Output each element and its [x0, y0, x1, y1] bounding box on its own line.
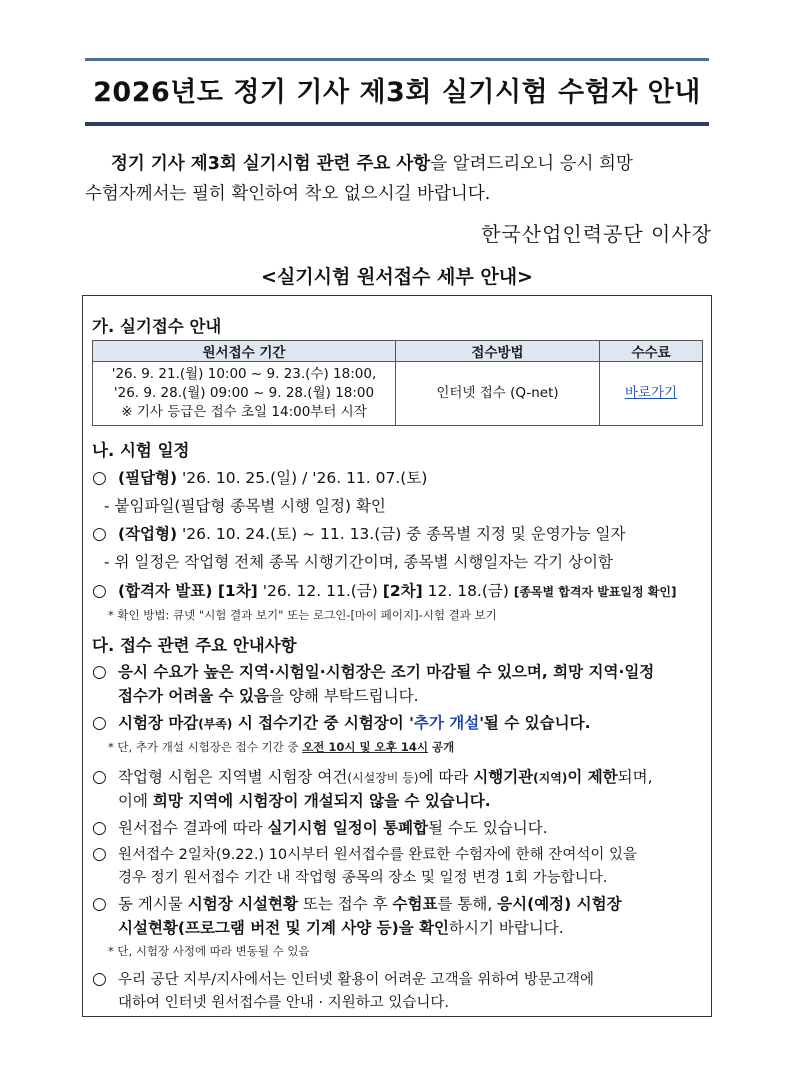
circle-bullet-icon: ○ [92, 581, 107, 601]
notice-7-a: 우리 공단 지부/지사에서는 인터넷 활용이 어려운 고객을 위하여 방문고객에 [118, 972, 594, 988]
top-rule [85, 58, 709, 61]
signer: 한국산업인력공단 이사장 [481, 222, 712, 246]
circle-bullet-icon: ○ [92, 713, 107, 733]
notice-6-line-2 [118, 916, 564, 938]
col-period: 원서접수 기간 [93, 341, 396, 362]
notice-3-c: 에 따라 [418, 768, 474, 786]
notice-3-g: 되며, [617, 768, 653, 786]
notice-6-h: 하시기 바랍니다. [449, 919, 564, 937]
announce-date-1: '26. 12. 11.(금) [257, 582, 383, 600]
intro-rest: 을 알려드리오니 응시 희망 [430, 154, 633, 174]
announce-label-2: [2차] [382, 582, 423, 600]
method-cell: 인터넷 접수 (Q-net) [396, 362, 600, 426]
notice-6-note: * 단, 시험장 사정에 따라 변동될 수 있음 [108, 944, 310, 958]
notice-6-f: 응시(예정) 시험장 [497, 895, 622, 913]
notice-6-d: 수험표 [392, 895, 438, 913]
notice-2 [92, 711, 590, 733]
notice-6-e: 를 통해, [437, 895, 498, 913]
notice-2-d: 추가 개설 [413, 714, 480, 732]
notice-2-c: 시 접수기간 중 시험장이 ' [232, 714, 414, 732]
notice-3-a: 작업형 시험은 지역별 시험장 여건 [118, 768, 348, 786]
intro-bold: 정기 기사 제3회 실기시험 관련 주요 사항 [111, 154, 431, 174]
fee-cell [600, 362, 703, 426]
notice-2-b: (부족) [198, 717, 233, 731]
notice-2-note-b: 오전 10시 및 오후 14시 [302, 740, 428, 754]
col-fee: 수수료 [600, 341, 703, 362]
document-title: 2026년도 정기 기사 제3회 실기시험 수험자 안내 [93, 77, 701, 108]
notice-2-a: 시험장 마감 [118, 714, 199, 732]
notice-3-i: 희망 지역에 시험장이 개설되지 않을 수 있습니다. [152, 792, 491, 810]
result-check-note: * 확인 방법: 큐넷 "시험 결과 보기" 또는 로그인-[마이 페이지]-시험 결과 보기 [108, 608, 497, 622]
notice-7-line-2: 대하여 인터넷 원서접수를 안내 · 지원하고 있습니다. [118, 995, 450, 1011]
circle-bullet-icon: ○ [92, 818, 107, 838]
period-line-2: '26. 9. 28.(월) 09:00 ~ 9. 28.(월) 18:00 [113, 385, 375, 401]
notice-6-c: 또는 접수 후 [297, 895, 393, 913]
shortcut-link[interactable]: 바로가기 [624, 385, 678, 401]
application-table [92, 340, 703, 426]
practical-note: - 위 일정은 작업형 전체 종목 시행기간이며, 종목별 시행일자는 각기 상이함 [104, 553, 613, 571]
practical-label: (작업형) [118, 525, 178, 543]
notice-6-b: 시험장 시설현황 [187, 895, 298, 913]
circle-bullet-icon: ○ [92, 468, 107, 488]
notice-4-c: 될 수도 있습니다. [428, 819, 548, 837]
col-method: 접수방법 [396, 341, 600, 362]
notice-5-line-1 [92, 843, 637, 864]
announce-date-2: 12. 18.(금) [422, 582, 514, 600]
section-c-heading: 다. 접수 관련 주요 안내사항 [92, 636, 297, 655]
notice-1-bold: 응시 수요가 높은 지역·시험일·시험장은 조기 마감될 수 있으며, 희망 지역·일정 [118, 663, 655, 681]
circle-bullet-icon: ○ [92, 662, 107, 682]
written-label: (필답형) [118, 469, 178, 487]
subtitle: <실기시험 원서접수 세부 안내> [261, 266, 533, 288]
notice-2-e: '될 수 있습니다. [479, 714, 591, 732]
circle-bullet-icon: ○ [92, 524, 107, 544]
notice-3-d: 시행기관 [473, 768, 534, 786]
circle-bullet-icon: ○ [92, 844, 107, 864]
notice-3-line-1 [92, 765, 653, 787]
bottom-rule [85, 122, 709, 126]
announce-note: [종목별 합격자 발표일정 확인] [513, 585, 677, 599]
notice-5-line-2: 경우 정기 원서접수 기간 내 작업형 종목의 장소 및 일정 변경 1회 가능합니다. [118, 870, 608, 886]
notice-5-a: 원서접수 2일차(9.22.) 10시부터 원서접수를 완료한 수험자에 한해 잔여석이 있을 [118, 847, 637, 863]
written-dates: '26. 10. 25.(일) / '26. 11. 07.(토) [177, 469, 428, 487]
circle-bullet-icon: ○ [92, 767, 107, 787]
circle-bullet-icon: ○ [92, 969, 107, 989]
notice-1-rest: 을 양해 부탁드립니다. [268, 687, 419, 705]
announce-label: (합격자 발표) [1차] [118, 582, 258, 600]
section-a-heading: 가. 실기접수 안내 [92, 317, 222, 336]
period-cell [93, 362, 396, 426]
notice-2-note-c: 공개 [427, 740, 455, 754]
table-header-row [93, 341, 703, 362]
notice-2-note-a: * 단, 추가 개설 시험장은 접수 기간 중 [108, 740, 303, 754]
notice-3-e: (지역) [533, 771, 568, 785]
notice-3-f: 이 제한 [567, 768, 618, 786]
notice-4-b: 실기시험 일정이 통폐합 [267, 819, 429, 837]
notice-3-b: (시설장비 등) [347, 771, 419, 785]
notice-1-line-1 [92, 660, 654, 682]
practical-dates: '26. 10. 24.(토) ~ 11. 13.(금) 중 종목별 지정 및 운영가능 일자 [177, 525, 626, 543]
notice-6-a: 동 게시물 [118, 895, 188, 913]
notice-2-note [108, 739, 454, 755]
notice-1-line-2 [118, 684, 419, 706]
written-exam-line [92, 466, 427, 488]
announcement-line [92, 579, 676, 601]
notice-4 [92, 816, 548, 838]
period-line-1: '26. 9. 21.(월) 10:00 ~ 9. 23.(수) 18:00, [111, 366, 377, 382]
section-b-heading: 나. 시험 일정 [92, 441, 190, 460]
notice-4-a: 원서접수 결과에 따라 [118, 819, 268, 837]
written-note: - 붙임파일(필답형 종목별 시행 일정) 확인 [104, 497, 386, 515]
table-row [93, 362, 703, 426]
notice-1-bold-2: 접수가 어려울 수 있음 [118, 687, 269, 705]
practical-exam-line [92, 522, 626, 544]
intro-line-1 [85, 150, 709, 175]
notice-7-line-1 [92, 968, 594, 989]
notice-3-line-2 [118, 789, 491, 811]
notice-6-line-1 [92, 892, 622, 914]
circle-bullet-icon: ○ [92, 894, 107, 914]
intro-line-2: 수험자께서는 필히 확인하여 착오 없으시길 바랍니다. [85, 184, 491, 204]
notice-6-g: 시설현황(프로그램 버전 및 기계 사양 등)을 확인 [118, 919, 450, 937]
period-line-3: ※ 기사 등급은 접수 초일 14:00부터 시작 [121, 404, 367, 420]
notice-3-h: 이에 [118, 792, 153, 810]
